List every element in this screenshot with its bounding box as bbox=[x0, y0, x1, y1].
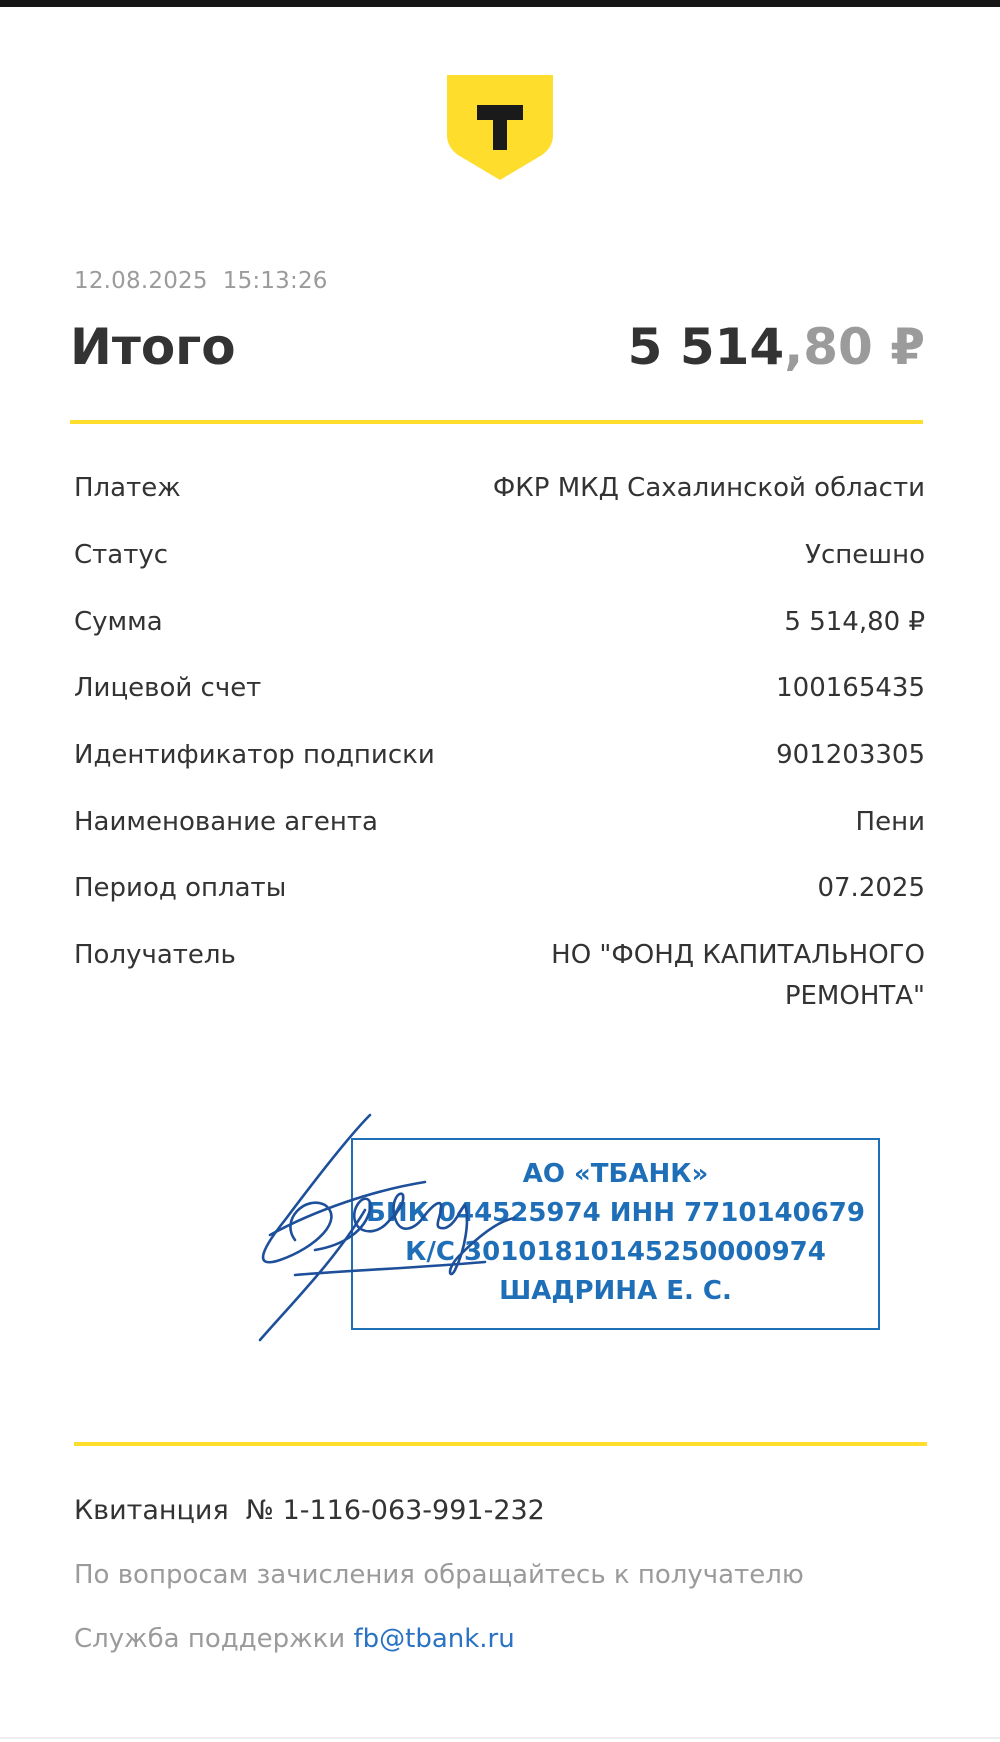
stamp-signatory: ШАДРИНА Е. С. bbox=[499, 1276, 732, 1306]
stamp-correspondent-account: К/С 30101810145250000974 bbox=[405, 1237, 826, 1267]
recipient-note: По вопросам зачисления обращайтесь к получателю bbox=[74, 1560, 804, 1590]
detail-value: 5 514,80 ₽ bbox=[784, 607, 925, 637]
tbank-logo-icon bbox=[447, 75, 553, 180]
detail-value: ФКР МКД Сахалинской области bbox=[492, 473, 925, 503]
detail-label: Платеж bbox=[74, 473, 181, 503]
total-rubles: 5 514 bbox=[627, 318, 785, 376]
detail-value: Пени bbox=[855, 807, 925, 837]
detail-value: 901203305 bbox=[776, 740, 925, 770]
receipt-number: № 1-116-063-991-232 bbox=[245, 1495, 545, 1526]
currency-sign: ₽ bbox=[890, 318, 925, 376]
support-line bbox=[74, 1624, 515, 1654]
page-bottom-edge bbox=[0, 1737, 1000, 1739]
payment-datetime bbox=[74, 268, 328, 294]
bottom-divider bbox=[74, 1442, 927, 1446]
payment-time: 15:13:26 bbox=[222, 268, 328, 294]
support-email-link[interactable]: fb@tbank.ru bbox=[353, 1624, 515, 1654]
recipient-line-1: НО "ФОНД КАПИТАЛЬНОГО bbox=[551, 940, 925, 970]
stamp-bik-inn: БИК 044525974 ИНН 7710140679 bbox=[366, 1198, 865, 1228]
payment-date: 12.08.2025 bbox=[74, 268, 208, 294]
detail-label: Наименование агента bbox=[74, 807, 378, 837]
total-amount bbox=[628, 318, 925, 376]
detail-label: Получатель bbox=[74, 940, 236, 970]
detail-label: Статус bbox=[74, 540, 169, 570]
detail-label: Период оплаты bbox=[74, 873, 287, 903]
handwritten-signature bbox=[255, 1110, 555, 1350]
detail-label: Лицевой счет bbox=[74, 673, 262, 703]
detail-value: Успешно bbox=[805, 540, 925, 570]
receipt-label: Квитанция bbox=[74, 1495, 229, 1526]
detail-label: Сумма bbox=[74, 607, 163, 637]
total-kopecks: ,80 bbox=[784, 318, 873, 376]
detail-value: 07.2025 bbox=[817, 873, 925, 903]
support-label: Служба поддержки bbox=[74, 1624, 346, 1654]
receipt-number-line bbox=[74, 1495, 545, 1526]
detail-value bbox=[551, 935, 925, 1017]
stamp-bank-name: АО «ТБАНК» bbox=[522, 1159, 709, 1189]
top-divider bbox=[70, 420, 923, 424]
status-bar-strip bbox=[0, 0, 1000, 7]
detail-value: 100165435 bbox=[776, 673, 925, 703]
total-label: Итого bbox=[70, 318, 236, 376]
recipient-line-2: РЕМОНТА" bbox=[784, 981, 925, 1011]
detail-label: Идентификатор подписки bbox=[74, 740, 435, 770]
